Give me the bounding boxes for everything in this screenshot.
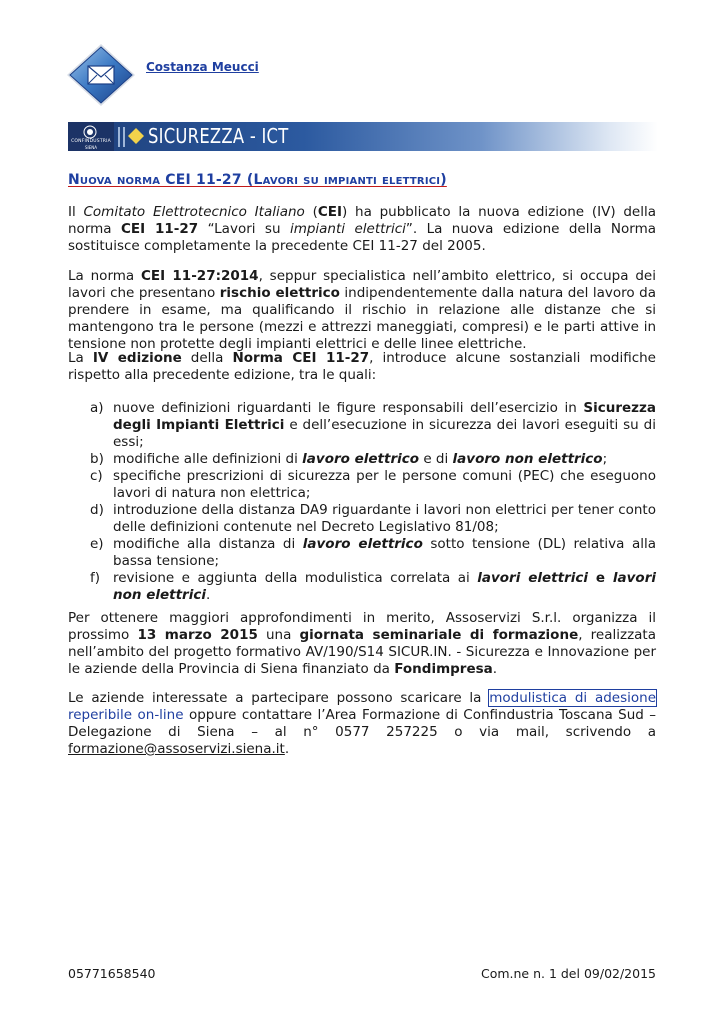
text: . [492,661,498,677]
text-bold: CEI [317,204,342,220]
page-title: Nuova norma CEI 11-27 (Lavori su impianti elettrici) [68,172,447,188]
paragraph-edition [68,350,656,384]
text: Le aziende interessate a partecipare possono scaricare la [68,690,490,706]
list-marker: d) [90,502,104,518]
text-bold-italic: lavori elettrici [477,570,588,586]
list-item [68,400,656,451]
text-bold: giornata seminariale di formazione [299,627,579,643]
text: e di [419,451,453,467]
text: nuove definizioni riguardanti le figure responsabili dell’esercizio in [113,400,584,416]
banner-title: SICUREZZA - ICT [148,124,289,148]
text: ”. La nuova edizione della Norma sostituisce completamente la precedente CEI 11-27 del 2005. [68,221,657,254]
text: La norma [68,268,142,284]
text: sotto tensione (DL) relativa alla bassa tensione; [113,536,656,569]
text: indipendentemente dalla natura del lavoro da prendere in esame, ma qualificando il rischio in relazione alle distanze che si mantengono tra le persone (mezzi e attrezzi maneggiati, compresi) e le parti attive in tensione non protette degli impianti elettrici e delle linee elettriche. [68,285,656,352]
text-bold-italic: lavoro non elettrico [452,451,603,467]
text: specifiche prescrizioni di sicurezza per le persone comuni (PEC) che eseguono lavori di natura non elettrica; [113,468,656,501]
text: Il [68,204,84,220]
text-bold-italic: lavoro elettrico [302,536,423,552]
text-bold: CEI 11-27 [120,221,199,237]
diamond-bullet-icon [128,128,144,144]
text-bold: rischio elettrico [219,285,340,301]
modifications-list [68,400,656,604]
section-banner [68,122,658,151]
text: e dell’esecuzione in sicurezza dei lavori eseguiti su di essi; [113,417,656,450]
text: . [205,587,211,603]
text-bold: Fondimpresa [394,661,493,677]
org-name: CONFINDUSTRIA [71,139,111,144]
text: ; [602,451,608,467]
list-item [68,536,656,570]
text: revisione e aggiunta della modulistica correlata ai [113,570,478,586]
text-bold: IV edizione [92,350,182,366]
list-item [68,451,656,468]
list-item [68,468,656,502]
list-marker: b) [90,451,104,467]
text: , seppur specialistica nell’ambito elettrico, si occupa dei lavori che presentano [68,268,656,301]
modulistica-link[interactable]: modulistica di adesione [489,690,657,706]
paragraph-seminar [68,610,656,678]
text-bold: Norma CEI 11-27 [232,350,370,366]
text: Per ottenere maggiori approfondimenti in merito, Assoservizi S.r.l. organizza il prossimo [68,610,656,643]
org-city: SIENA [85,145,97,150]
text: ) ha pubblicato la nuova edizione (IV) della norma [68,204,656,237]
list-marker: f) [90,570,101,586]
text-bold: Sicurezza degli Impianti Elettrici [113,400,656,433]
text: , realizzata nell’ambito del progetto formativo AV/190/S14 SICUR.IN. - Sicurezza e Innovazione per le aziende della Provincia di Siena finanziato da [68,627,656,677]
list-item [68,502,656,536]
text-bold-italic: lavori non elettrici [113,570,656,603]
text: oppure contattare l’Area Formazione di Confindustria Toscana Sud – Delegazione di Siena – al n° 0577 257225 o via mail, scrivendo a [68,707,656,740]
text: modifiche alla distanza di [113,536,303,552]
paragraph-intro [68,204,656,255]
text-italic: impianti elettrici [289,221,406,237]
list-item [68,570,656,604]
text: “Lavori su [198,221,290,237]
confindustria-logo [68,122,114,151]
text-bold: e [587,570,613,586]
text: introduzione della distanza DA9 riguardante i lavori non elettrici per tener conto delle definizioni contenute nel Decreto Legislativo 81/08; [113,502,656,535]
paragraph-contacts [68,690,656,758]
paragraph-norma [68,268,656,353]
envelope-diamond-icon [66,43,136,107]
banner-divider [123,127,125,147]
list-marker: a) [90,400,104,416]
text-bold: 13 marzo 2015 [137,627,258,643]
text-bold-italic: lavoro elettrico [302,451,420,467]
text: modifiche alle definizioni di [113,451,303,467]
footer-phone: 05771658540 [68,966,156,981]
text: La [68,350,93,366]
list-marker: c) [90,468,103,484]
banner-divider [118,127,120,147]
text: una [257,627,300,643]
list-marker: e) [90,536,104,552]
footer-communication-number: Com.ne n. 1 del 09/02/2015 [480,966,656,981]
text: . [284,741,290,757]
text: della [181,350,233,366]
text: ( [304,204,318,220]
email-link[interactable]: formazione@assoservizi.siena.it [68,741,285,757]
author-link[interactable]: Costanza Meucci [146,60,259,74]
confindustria-seal-icon [82,125,98,139]
text-bold: CEI 11-27:2014 [141,268,259,284]
text: , introduce alcune sostanziali modifiche rispetto alla precedente edizione, tra le quali: [68,350,656,383]
online-link[interactable]: reperibile on-line [68,707,184,723]
text-italic: Comitato Elettrotecnico Italiano [83,204,305,220]
